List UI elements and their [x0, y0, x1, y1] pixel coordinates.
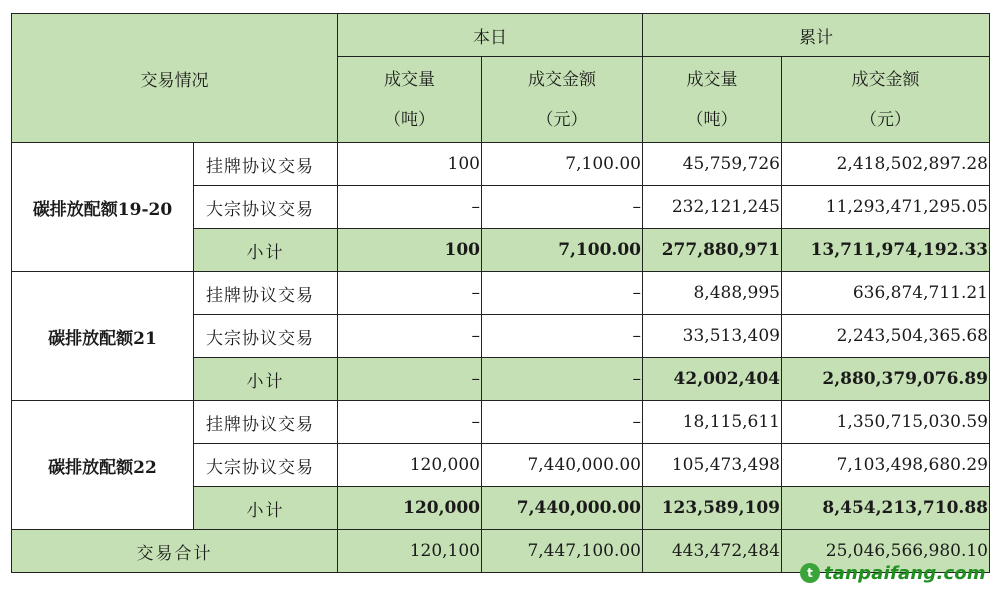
- header-today-volume: 成交量 （吨）: [338, 57, 482, 143]
- table-row: [12, 401, 990, 444]
- header-cumulative: 累计: [643, 14, 990, 57]
- cum-volume: 123,589,109: [643, 487, 782, 530]
- total-cum-volume: 443,472,484: [643, 530, 782, 573]
- today-amount: –: [482, 315, 643, 358]
- tanpaifang-logo-icon: t: [800, 563, 820, 583]
- cum-amount: 1,350,715,030.59: [782, 401, 990, 444]
- cum-amount: 2,880,379,076.89: [782, 358, 990, 401]
- header-row-top: [12, 14, 990, 57]
- subtotal-label: 小计: [194, 358, 338, 401]
- tanpaifang-watermark: [800, 560, 990, 586]
- today-amount: 7,440,000.00: [482, 487, 643, 530]
- cum-amount: 7,103,498,680.29: [782, 444, 990, 487]
- cum-volume: 42,002,404: [643, 358, 782, 401]
- table-row: [12, 143, 990, 186]
- trade-type: 挂牌协议交易: [194, 143, 338, 186]
- today-amount: 7,100.00: [482, 229, 643, 272]
- cum-amount: 13,711,974,192.33: [782, 229, 990, 272]
- today-volume: 120,000: [338, 487, 482, 530]
- total-today-amount: 7,447,100.00: [482, 530, 643, 573]
- today-amount: –: [482, 401, 643, 444]
- trade-type: 大宗协议交易: [194, 315, 338, 358]
- header-today-amount: 成交金额 （元）: [482, 57, 643, 143]
- today-amount: 7,100.00: [482, 143, 643, 186]
- today-volume: 100: [338, 143, 482, 186]
- today-volume: 100: [338, 229, 482, 272]
- cum-volume: 45,759,726: [643, 143, 782, 186]
- today-volume: 120,000: [338, 444, 482, 487]
- cum-volume: 8,488,995: [643, 272, 782, 315]
- cum-volume: 33,513,409: [643, 315, 782, 358]
- today-volume: –: [338, 358, 482, 401]
- subtotal-label: 小计: [194, 229, 338, 272]
- subtotal-label: 小计: [194, 487, 338, 530]
- total-label: 交易合计: [12, 530, 338, 573]
- today-volume: –: [338, 186, 482, 229]
- cum-amount: 2,243,504,365.68: [782, 315, 990, 358]
- watermark-text: tanpaifang.com: [824, 562, 986, 584]
- group-label: 碳排放配额21: [12, 272, 194, 401]
- today-amount: –: [482, 358, 643, 401]
- today-amount: 7,440,000.00: [482, 444, 643, 487]
- today-volume: –: [338, 401, 482, 444]
- cum-volume: 105,473,498: [643, 444, 782, 487]
- today-amount: –: [482, 186, 643, 229]
- header-trading-situation: 交易情况: [12, 14, 338, 143]
- total-cum-amount: 25,046,566,980.10: [782, 530, 990, 573]
- trading-summary-table: [11, 13, 990, 573]
- cum-amount: 11,293,471,295.05: [782, 186, 990, 229]
- today-volume: –: [338, 315, 482, 358]
- cum-volume: 277,880,971: [643, 229, 782, 272]
- header-cum-volume: 成交量 （吨）: [643, 57, 782, 143]
- today-amount: –: [482, 272, 643, 315]
- today-volume: –: [338, 272, 482, 315]
- cum-volume: 18,115,611: [643, 401, 782, 444]
- cum-volume: 232,121,245: [643, 186, 782, 229]
- group-label: 碳排放配额19-20: [12, 143, 194, 272]
- group-label: 碳排放配额22: [12, 401, 194, 530]
- cum-amount: 2,418,502,897.28: [782, 143, 990, 186]
- header-today: 本日: [338, 14, 643, 57]
- header-cum-amount: 成交金额 （元）: [782, 57, 990, 143]
- trade-type: 大宗协议交易: [194, 444, 338, 487]
- table-row: [12, 272, 990, 315]
- trade-type: 挂牌协议交易: [194, 401, 338, 444]
- total-today-volume: 120,100: [338, 530, 482, 573]
- cum-amount: 636,874,711.21: [782, 272, 990, 315]
- cum-amount: 8,454,213,710.88: [782, 487, 990, 530]
- trade-type: 大宗协议交易: [194, 186, 338, 229]
- trade-type: 挂牌协议交易: [194, 272, 338, 315]
